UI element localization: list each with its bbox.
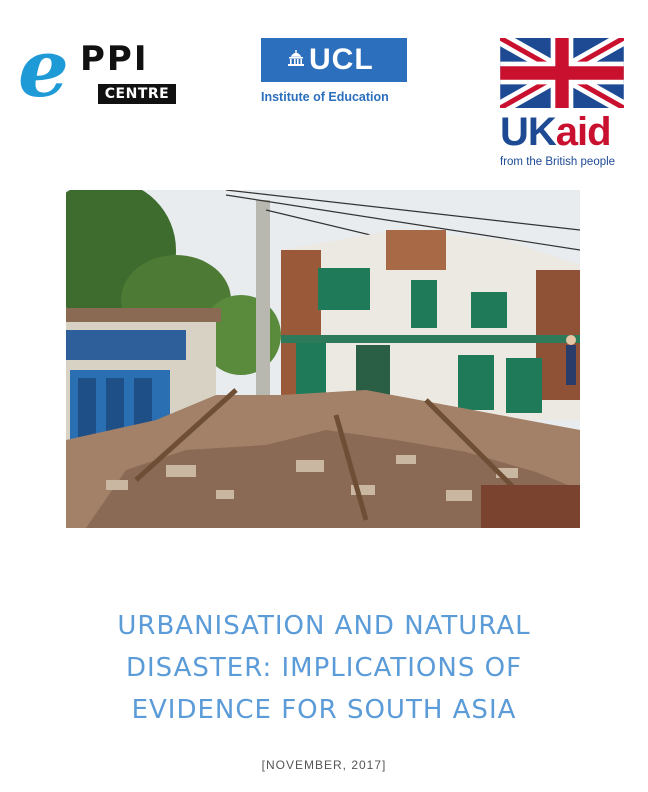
ukaid-uk: UK bbox=[500, 110, 556, 154]
document-title bbox=[40, 605, 608, 731]
ucl-logo bbox=[261, 38, 407, 106]
eppi-logo-centre: CENTRE bbox=[98, 84, 176, 104]
ukaid-logo bbox=[500, 38, 624, 172]
title-line: EVIDENCE FOR SOUTH ASIA bbox=[131, 695, 517, 725]
eppi-centre-logo bbox=[18, 21, 170, 115]
ukaid-aid: aid bbox=[555, 110, 611, 154]
eppi-logo-ppi: PPI bbox=[80, 39, 149, 79]
publication-date: [NOVEMBER, 2017] bbox=[261, 758, 387, 772]
ucl-subtitle: Institute of Education bbox=[261, 90, 389, 104]
union-jack-icon bbox=[500, 38, 624, 108]
eppi-logo-e: e bbox=[18, 21, 69, 115]
ukaid-wordmark bbox=[500, 110, 611, 154]
ucl-wordmark: UCL bbox=[309, 43, 374, 76]
ucl-logo-block bbox=[261, 38, 407, 82]
photo-illustration bbox=[66, 190, 580, 528]
ucl-dome-icon bbox=[287, 50, 305, 66]
title-line: URBANISATION AND NATURAL bbox=[117, 611, 531, 641]
earthquake-rubble-photo bbox=[66, 190, 580, 528]
title-line: DISASTER: IMPLICATIONS OF bbox=[125, 653, 523, 683]
ukaid-tagline: from the British people bbox=[500, 156, 616, 168]
